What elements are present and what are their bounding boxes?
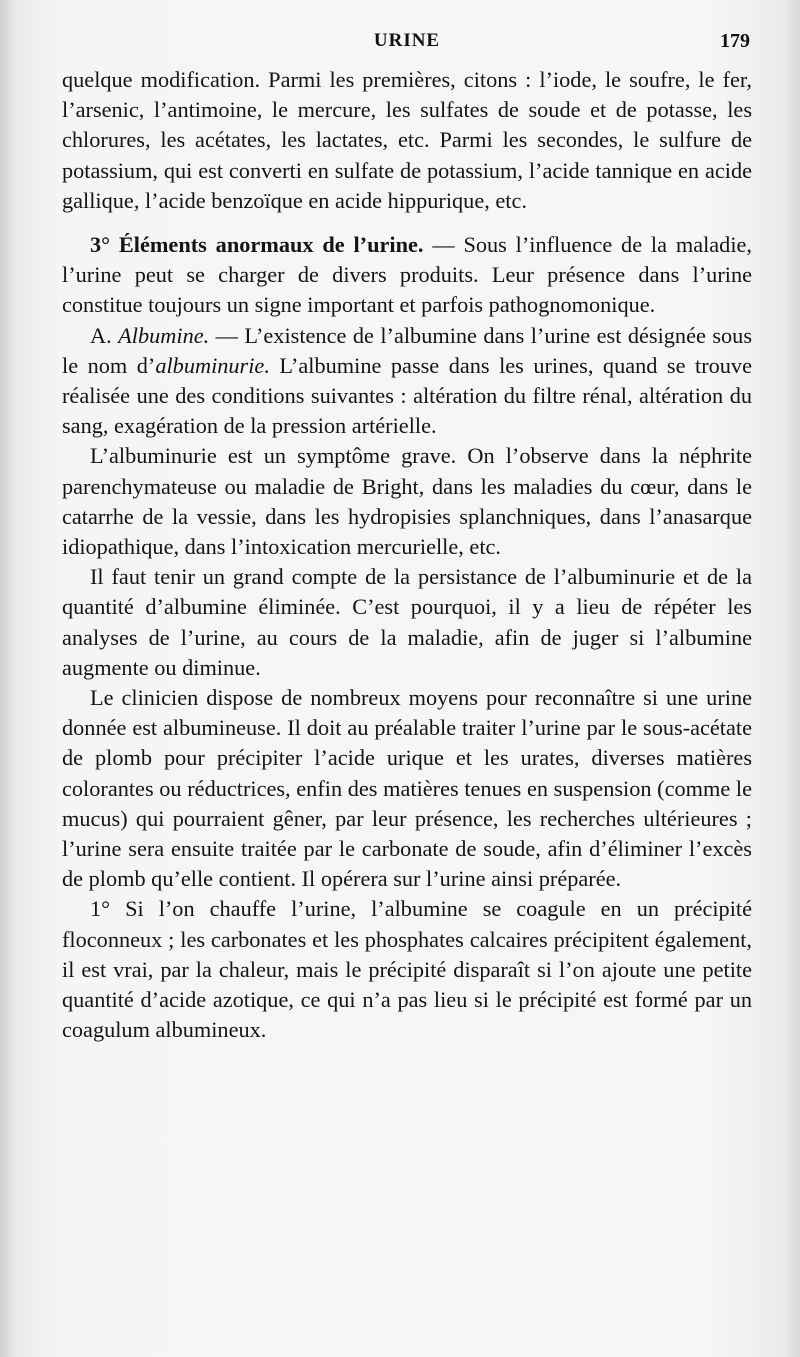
paragraph-numbered [62,894,752,1045]
paragraph-text: — Sous l’influence de la maladie, l’urine peut se charger de divers produits. Leur présence dans l’urine constitue toujours un signe important et parfois pathognomonique. [62,232,752,318]
running-head [64,30,750,58]
paragraph [62,441,752,562]
paragraph-text: L’albumine passe dans les urines, quand se trouve réalisée une des conditions suivantes : altération du filtre rénal, altération du sang, exagération de la pression artérielle. [62,352,752,439]
paragraph [62,562,752,683]
running-title: URINE [373,30,441,51]
paragraph-albumine [62,321,752,442]
paragraph-text: 1° Si l’on chauffe l’urine, l’albumine se coagule en un précipité floconneux ; les carbonates et les phosphates calcaires précipitent également, il est vrai, par la chaleur, mais le précipité disparaît si l’on ajoute une petite quantité d’acide azotique, ce qui n’a pas lieu si le précipité est formé par un coagulum albumineux. [62,896,752,1043]
paragraph-text: Le clinicien dispose de nombreux moyens pour reconnaître si une urine donnée est albumineuse. Il doit au préalable traiter l’urine par le sous-acétate de plomb pour précipiter l’acide urique et les urates, diverses matières colorantes ou réductrices, enfin des matières tenues en suspension (comme le mucus) qui pourraient gêner, par leur présence, les recherches ultérieures ; l’urine sera ensuite traitée par le carbonate de soude, afin d’éliminer l’excès de plomb qu’elle contient. Il opérera sur l’urine ainsi préparée. [62,685,752,892]
subsection-heading: Albumine. [118,322,210,348]
paragraph-text: quelque modification. Parmi les premières, citons : l’iode, le soufre, le fer, l’arsenic, l’antimoine, le mercure, les sulfates de soude et de potasse, les chlorures, les acétates, les lactates, etc. Parmi les secondes, le sulfure de potassium, qui est converti en sulfate de potassium, l’acide tannique en acide gallique, l’acide benzoïque en acide hippurique, etc. [62,67,752,213]
subsection-letter: A. [90,322,119,348]
section-heading: 3° Éléments anormaux de l’urine. [90,232,424,258]
paragraph [62,683,752,894]
italic-term: albuminurie. [155,352,270,378]
paragraph-text: Il faut tenir un grand compte de la persistance de l’albuminurie et de la quantité d’albumine éliminée. C’est pourquoi, il y a lieu de répéter les analyses de l’urine, au cours de la maladie, afin de juger si l’albumine augmente ou diminue. [62,564,752,680]
paragraph-text: L’albuminurie est un symptôme grave. On l’observe dans la néphrite parenchymateuse ou maladie de Bright, dans les maladies du cœur, dans le catarrhe de la vessie, dans les hydropisies splanchniques, dans l’anasarque idiopathique, dans l’intoxication mercurielle, etc. [62,443,752,560]
paragraph-section-heading [62,230,752,321]
paragraph-continuation [62,65,752,216]
body-text [62,65,752,1046]
page-number: 179 [720,30,750,52]
paragraph-text: — L’existence de l’albumine dans l’urine est désignée sous le nom d’ [62,322,752,378]
